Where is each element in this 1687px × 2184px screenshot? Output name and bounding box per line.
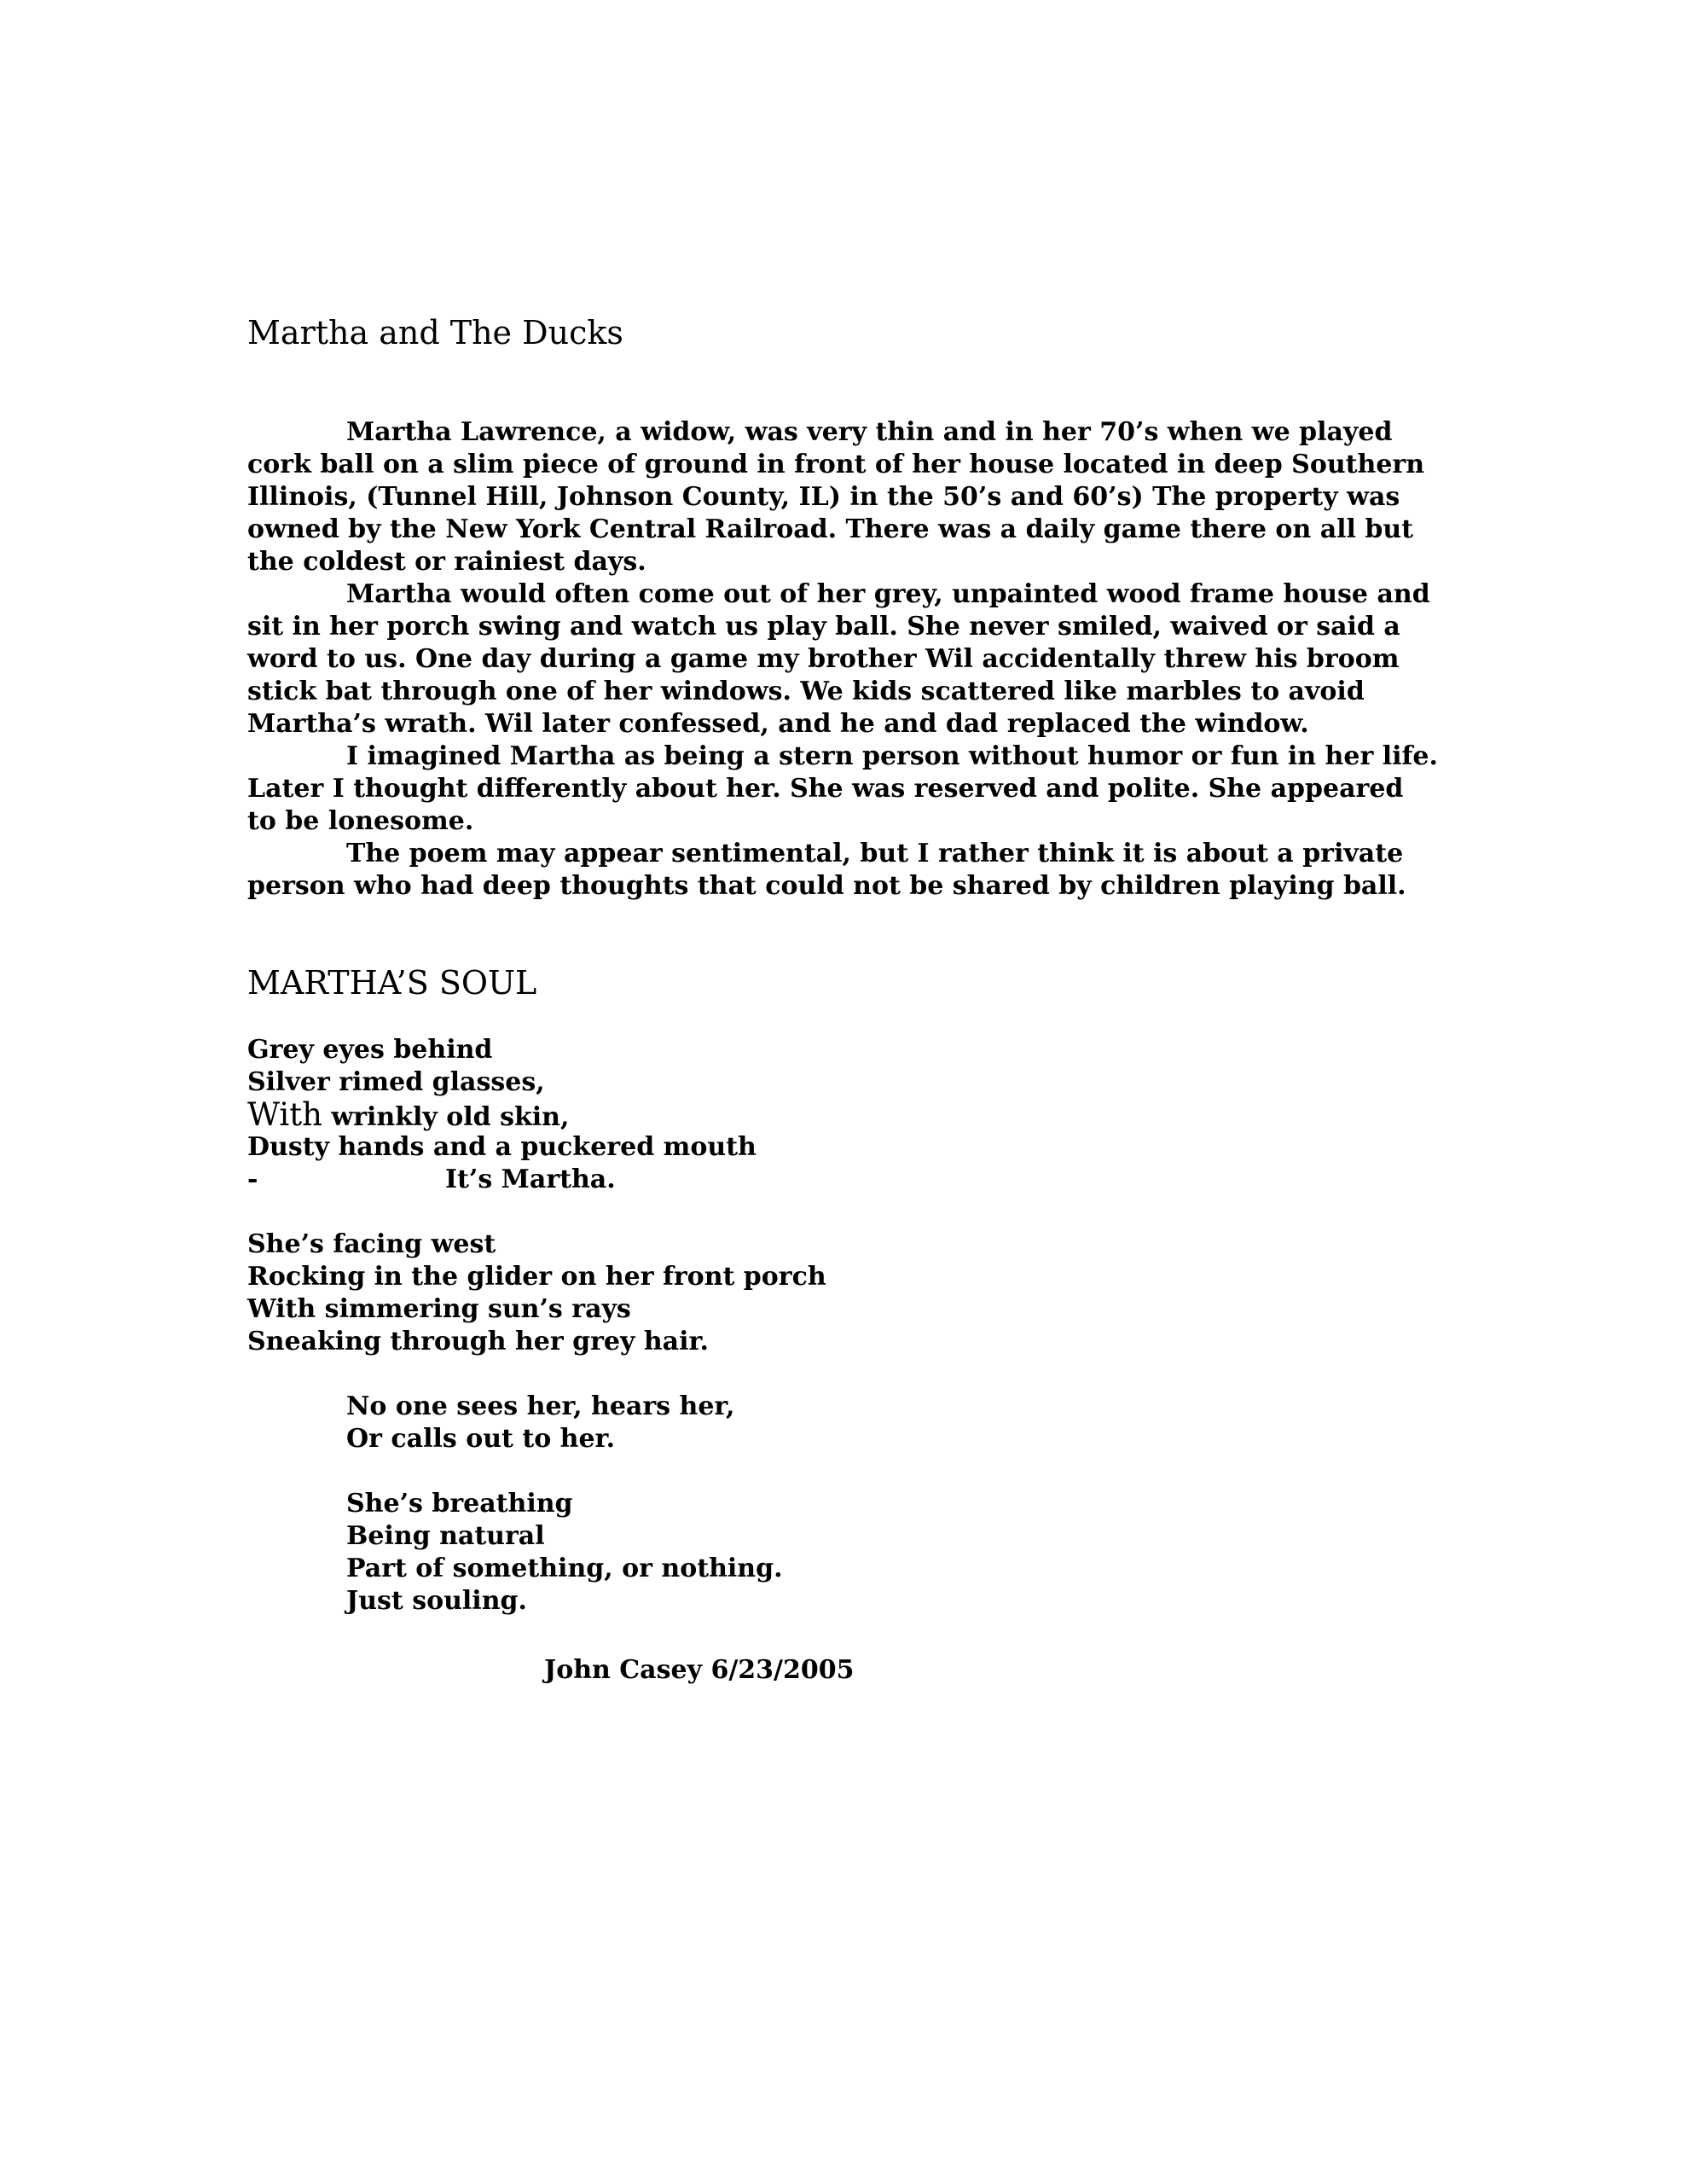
- poem-line: Grey eyes behind: [247, 1035, 493, 1065]
- prose-line: owned by the New York Central Railroad. There was a daily game there on all but: [247, 514, 1414, 544]
- poem-line: Or calls out to her.: [346, 1424, 616, 1454]
- poem-line: She’s facing west: [247, 1229, 496, 1259]
- poem-stanza-4: [247, 1488, 1441, 1618]
- poem-title: MARTHA’S SOUL: [247, 964, 537, 1002]
- poem-body: [247, 1034, 1441, 1650]
- poem-line-text: It’s Martha.: [445, 1165, 616, 1194]
- prose-line: cork ball on a slim piece of ground in front of her house located in deep Southern: [247, 450, 1425, 479]
- poem-line: Sneaking through her grey hair.: [247, 1327, 709, 1356]
- poem-word-with: With: [247, 1096, 322, 1133]
- prose-line: word to us. One day during a game my brother Wil accidentally threw his broom: [247, 644, 1400, 674]
- poem-line: Part of something, or nothing.: [346, 1554, 783, 1583]
- poem-stanza-1: [247, 1034, 1441, 1196]
- poem-line: [247, 1096, 1441, 1133]
- poem-line-rest: wrinkly old skin,: [322, 1102, 570, 1132]
- prose-line: the coldest or rainiest days.: [247, 547, 646, 577]
- poem-line: With simmering sun’s rays: [247, 1294, 631, 1324]
- prose-line: sit in her porch swing and watch us play ball. She never smiled, waived or said a: [247, 612, 1400, 642]
- poem-stanza-3: [247, 1391, 1441, 1455]
- prose-line: stick bat through one of her windows. We kids scattered like marbles to avoid: [247, 677, 1365, 706]
- poem-line: Just souling.: [346, 1586, 527, 1616]
- prose-body: [247, 416, 1441, 903]
- prose-line: Illinois, (Tunnel Hill, Johnson County, IL) in the 50’s and 60’s) The property was: [247, 482, 1400, 512]
- poem-line: [247, 1164, 1441, 1196]
- poem-dash: -: [247, 1165, 258, 1194]
- poem-line: Rocking in the glider on her front porch: [247, 1262, 826, 1292]
- poem-line: No one sees her, hears her,: [346, 1391, 735, 1421]
- poem-line: Being natural: [346, 1521, 545, 1551]
- prose-line: I imagined Martha as being a stern person without humor or fun in her life.: [346, 741, 1438, 771]
- prose-line: person who had deep thoughts that could not be shared by children playing ball.: [247, 871, 1406, 901]
- prose-line: Martha’s wrath. Wil later confessed, and he and dad replaced the window.: [247, 709, 1309, 739]
- poem-stanza-2: [247, 1228, 1441, 1358]
- prose-line: to be lonesome.: [247, 806, 474, 836]
- poem-line: Dusty hands and a puckered mouth: [247, 1132, 757, 1162]
- prose-line: Martha would often come out of her grey, unpainted wood frame house and: [346, 579, 1430, 609]
- prose-line: Later I thought differently about her. She was reserved and polite. She appeared: [247, 774, 1404, 804]
- poem-line: Silver rimed glasses,: [247, 1067, 545, 1097]
- poem-line: She’s breathing: [346, 1489, 573, 1519]
- author-signature: John Casey 6/23/2005: [544, 1655, 855, 1685]
- prose-line: Martha Lawrence, a widow, was very thin and in her 70’s when we played: [346, 417, 1393, 447]
- document-title: Martha and The Ducks: [247, 314, 623, 351]
- prose-line: The poem may appear sentimental, but I rather think it is about a private: [346, 839, 1404, 868]
